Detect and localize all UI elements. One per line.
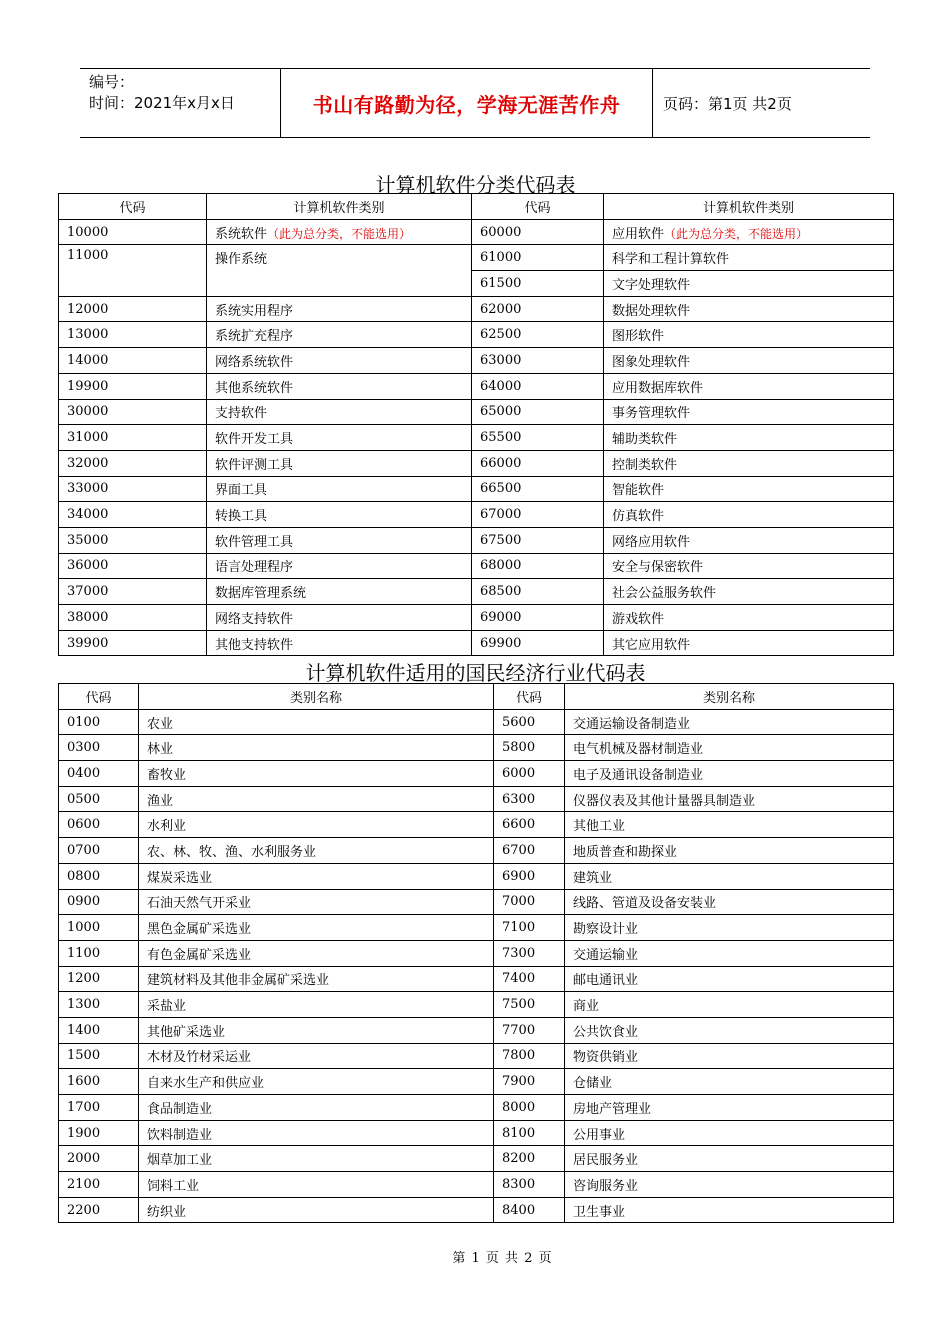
table-row [59, 348, 894, 374]
code-cell: 68500 [472, 579, 604, 605]
category-label: 网络应用软件 [612, 534, 691, 550]
category-label: 网络支持软件 [215, 611, 294, 627]
industry-name-cell: 交通运输业 [565, 940, 894, 966]
table-row [59, 219, 894, 245]
table-row [59, 630, 894, 656]
code-cell: 0700 [59, 838, 139, 864]
code-cell: 19900 [59, 373, 207, 399]
table-row [59, 915, 894, 941]
category-label: 其他支持软件 [215, 637, 294, 653]
code-cell: 69000 [472, 605, 604, 631]
category-cell [604, 605, 894, 631]
code-cell: 0100 [59, 709, 139, 735]
code-cell: 0800 [59, 863, 139, 889]
category-cell [604, 579, 894, 605]
table-row [59, 940, 894, 966]
code-cell: 7400 [494, 966, 565, 992]
category-label: 网络系统软件 [215, 354, 294, 370]
category-label: 应用数据库软件 [612, 380, 704, 396]
code-cell: 67000 [472, 502, 604, 528]
table-header-row [59, 684, 894, 710]
industry-name-cell: 公共饮食业 [565, 1017, 894, 1043]
code-cell: 1600 [59, 1069, 139, 1095]
category-cell [207, 476, 472, 502]
code-cell: 7900 [494, 1069, 565, 1095]
code-cell: 60000 [472, 219, 604, 245]
industry-name-cell: 房地产管理业 [565, 1095, 894, 1121]
code-cell: 10000 [59, 219, 207, 245]
category-label: 软件管理工具 [215, 534, 294, 550]
category-label: 应用软件 [612, 226, 665, 242]
industry-name-cell: 自来水生产和供应业 [139, 1069, 494, 1095]
code-cell: 1300 [59, 992, 139, 1018]
industry-name-cell: 商业 [565, 992, 894, 1018]
code-cell: 61000 [472, 245, 604, 271]
category-cell [207, 399, 472, 425]
code-cell: 5800 [494, 735, 565, 761]
code-cell: 1500 [59, 1043, 139, 1069]
code-cell: 37000 [59, 579, 207, 605]
category-label: 系统扩充程序 [215, 329, 294, 345]
code-cell: 64000 [472, 373, 604, 399]
table-row [59, 786, 894, 812]
industry-name-cell: 煤炭采选业 [139, 863, 494, 889]
code-cell: 6600 [494, 812, 565, 838]
category-label: 安全与保密软件 [612, 560, 704, 576]
industry-name-cell: 有色金属矿采选业 [139, 940, 494, 966]
code-cell: 7300 [494, 940, 565, 966]
category-cell [604, 373, 894, 399]
category-label: 支持软件 [215, 406, 268, 422]
code-cell: 7700 [494, 1017, 565, 1043]
table-row [59, 450, 894, 476]
code-cell: 6700 [494, 838, 565, 864]
category-cell [207, 425, 472, 451]
category-cell [604, 322, 894, 348]
industry-name-cell: 线路、管道及设备安装业 [565, 889, 894, 915]
code-cell: 8100 [494, 1120, 565, 1146]
industry-name-cell: 木材及竹材采运业 [139, 1043, 494, 1069]
code-cell: 5600 [494, 709, 565, 735]
code-cell: 7800 [494, 1043, 565, 1069]
industry-name-cell: 采盐业 [139, 992, 494, 1018]
table-row [59, 527, 894, 553]
page-footer: 第 1 页 共 2 页 [452, 1251, 553, 1266]
industry-name-cell: 物资供销业 [565, 1043, 894, 1069]
header-page-info: 页码：第1页 共2页 [663, 94, 792, 113]
code-cell: 66000 [472, 450, 604, 476]
category-cell [604, 527, 894, 553]
category-cell: 操作系统 [207, 245, 472, 296]
category-cell [604, 271, 894, 297]
header-motto: 书山有路勤为径，学海无涯苦作舟 [281, 69, 653, 137]
category-label: 图形软件 [612, 329, 665, 345]
industry-name-cell: 石油天然气开采业 [139, 889, 494, 915]
category-cell [604, 502, 894, 528]
code-cell: 8200 [494, 1146, 565, 1172]
category-cell [604, 348, 894, 374]
code-cell: 68000 [472, 553, 604, 579]
code-cell: 67500 [472, 527, 604, 553]
industry-name-cell: 勘察设计业 [565, 915, 894, 941]
industry-name-cell: 电子及通讯设备制造业 [565, 761, 894, 787]
code-cell: 0900 [59, 889, 139, 915]
code-cell: 1700 [59, 1095, 139, 1121]
code-cell: 6000 [494, 761, 565, 787]
industry-name-cell: 居民服务业 [565, 1146, 894, 1172]
category-label: 系统实用程序 [215, 303, 294, 319]
category-cell [604, 476, 894, 502]
category-label: 转换工具 [215, 509, 268, 525]
category-cell [207, 630, 472, 656]
code-cell: 1200 [59, 966, 139, 992]
code-cell: 1000 [59, 915, 139, 941]
table-row [59, 1069, 894, 1095]
industry-name-cell: 农、林、牧、渔、水利服务业 [139, 838, 494, 864]
column-header: 代码 [472, 194, 604, 220]
category-label: 其他系统软件 [215, 380, 294, 396]
code-cell: 6900 [494, 863, 565, 889]
software-classification-title: 计算机软件分类代码表 [375, 173, 576, 197]
code-cell: 39900 [59, 630, 207, 656]
column-header: 类别名称 [565, 684, 894, 710]
table-row [59, 373, 894, 399]
industry-name-cell: 邮电通讯业 [565, 966, 894, 992]
category-cell [604, 450, 894, 476]
table-row [59, 399, 894, 425]
category-label: 游戏软件 [612, 611, 665, 627]
industry-name-cell: 农业 [139, 709, 494, 735]
industry-name-cell: 公用事业 [565, 1120, 894, 1146]
category-cell [604, 630, 894, 656]
classification-note: （此为总分类，不能选用） [267, 226, 412, 241]
table-row [59, 322, 894, 348]
industry-code-title: 计算机软件适用的国民经济行业代码表 [305, 661, 646, 685]
industry-name-cell: 电气机械及器材制造业 [565, 735, 894, 761]
table-row [59, 1017, 894, 1043]
code-cell: 14000 [59, 348, 207, 374]
table-row [59, 579, 894, 605]
code-cell: 0400 [59, 761, 139, 787]
column-header: 代码 [59, 684, 139, 710]
table-row [59, 553, 894, 579]
code-cell: 65000 [472, 399, 604, 425]
code-cell: 1900 [59, 1120, 139, 1146]
table-row [59, 761, 894, 787]
category-label: 系统软件 [215, 226, 268, 242]
code-cell: 69900 [472, 630, 604, 656]
industry-name-cell: 纺织业 [139, 1197, 494, 1223]
table-row [59, 992, 894, 1018]
category-label: 控制类软件 [612, 457, 678, 473]
code-cell: 11000 [59, 245, 207, 296]
code-cell: 33000 [59, 476, 207, 502]
category-cell [207, 348, 472, 374]
category-cell [604, 296, 894, 322]
table-row [59, 838, 894, 864]
industry-name-cell: 畜牧业 [139, 761, 494, 787]
table-row [59, 296, 894, 322]
category-cell [207, 296, 472, 322]
table-row [59, 476, 894, 502]
category-label: 事务管理软件 [612, 406, 691, 422]
code-cell: 0600 [59, 812, 139, 838]
code-cell: 7000 [494, 889, 565, 915]
code-cell: 7100 [494, 915, 565, 941]
table-row [59, 812, 894, 838]
category-cell [207, 579, 472, 605]
industry-name-cell: 林业 [139, 735, 494, 761]
category-label: 智能软件 [612, 483, 665, 499]
table-row [59, 1146, 894, 1172]
table-row [59, 1043, 894, 1069]
category-cell [604, 553, 894, 579]
industry-name-cell: 仓储业 [565, 1069, 894, 1095]
category-cell [207, 450, 472, 476]
code-cell: 63000 [472, 348, 604, 374]
code-cell: 36000 [59, 553, 207, 579]
industry-name-cell: 交通运输设备制造业 [565, 709, 894, 735]
industry-name-cell: 饲料工业 [139, 1172, 494, 1198]
industry-name-cell: 黑色金属矿采选业 [139, 915, 494, 941]
number-label: 编号： [89, 73, 135, 91]
category-label: 软件开发工具 [215, 432, 294, 448]
table-row [59, 735, 894, 761]
category-label: 界面工具 [215, 483, 268, 499]
code-cell: 32000 [59, 450, 207, 476]
category-cell [207, 322, 472, 348]
category-label: 软件评测工具 [215, 457, 294, 473]
category-label: 其它应用软件 [612, 637, 691, 653]
industry-name-cell: 建筑业 [565, 863, 894, 889]
industry-name-cell: 仪器仪表及其他计量器具制造业 [565, 786, 894, 812]
code-cell: 34000 [59, 502, 207, 528]
industry-name-cell: 建筑材料及其他非金属矿采选业 [139, 966, 494, 992]
industry-name-cell: 其他矿采选业 [139, 1017, 494, 1043]
table-row [59, 709, 894, 735]
code-cell: 2000 [59, 1146, 139, 1172]
category-label: 数据处理软件 [612, 303, 691, 319]
code-cell: 0500 [59, 786, 139, 812]
classification-note: （此为总分类，不能选用） [664, 226, 809, 241]
code-cell: 61500 [472, 271, 604, 297]
category-cell [604, 245, 894, 271]
category-label: 科学和工程计算软件 [612, 252, 730, 268]
code-cell: 2100 [59, 1172, 139, 1198]
code-cell: 12000 [59, 296, 207, 322]
code-cell: 8000 [494, 1095, 565, 1121]
code-cell: 0300 [59, 735, 139, 761]
industry-name-cell: 渔业 [139, 786, 494, 812]
industry-code-table [58, 683, 894, 1223]
category-cell [207, 502, 472, 528]
category-label: 数据库管理系统 [215, 586, 307, 602]
code-cell: 62500 [472, 322, 604, 348]
category-label: 文字处理软件 [612, 277, 691, 293]
code-cell: 31000 [59, 425, 207, 451]
category-cell [207, 373, 472, 399]
category-label: 辅助类软件 [612, 432, 678, 448]
category-cell [604, 399, 894, 425]
code-cell: 6300 [494, 786, 565, 812]
code-cell: 35000 [59, 527, 207, 553]
code-cell: 13000 [59, 322, 207, 348]
table-header-row [59, 194, 894, 220]
header-meta [80, 69, 281, 137]
table-row [59, 966, 894, 992]
industry-name-cell: 烟草加工业 [139, 1146, 494, 1172]
industry-name-cell: 饮料制造业 [139, 1120, 494, 1146]
code-cell: 8300 [494, 1172, 565, 1198]
category-cell [207, 553, 472, 579]
code-cell: 38000 [59, 605, 207, 631]
table-row [59, 605, 894, 631]
table-row [59, 245, 894, 271]
code-cell: 66500 [472, 476, 604, 502]
industry-name-cell: 地质普查和勘探业 [565, 838, 894, 864]
category-label: 社会公益服务软件 [612, 586, 717, 602]
code-cell: 1100 [59, 940, 139, 966]
industry-name-cell: 水利业 [139, 812, 494, 838]
category-label: 图象处理软件 [612, 354, 691, 370]
column-header: 代码 [494, 684, 565, 710]
category-cell [207, 605, 472, 631]
category-cell [604, 219, 894, 245]
column-header: 类别名称 [139, 684, 494, 710]
code-cell: 30000 [59, 399, 207, 425]
time-label: 时间：2021年x月x日 [89, 94, 235, 112]
code-cell: 2200 [59, 1197, 139, 1223]
table-row [59, 1095, 894, 1121]
code-cell: 62000 [472, 296, 604, 322]
table-row [59, 502, 894, 528]
code-cell: 7500 [494, 992, 565, 1018]
code-cell: 1400 [59, 1017, 139, 1043]
table-row [59, 889, 894, 915]
table-row [59, 1120, 894, 1146]
table-row [59, 1197, 894, 1223]
code-cell: 65500 [472, 425, 604, 451]
category-label: 语言处理程序 [215, 560, 294, 576]
software-classification-table [58, 193, 894, 656]
industry-name-cell: 卫生事业 [565, 1197, 894, 1223]
table-row [59, 425, 894, 451]
column-header: 计算机软件类别 [604, 194, 894, 220]
industry-name-cell: 咨询服务业 [565, 1172, 894, 1198]
column-header: 代码 [59, 194, 207, 220]
code-cell: 8400 [494, 1197, 565, 1223]
table-row [59, 1172, 894, 1198]
page-header [80, 68, 870, 138]
column-header: 计算机软件类别 [207, 194, 472, 220]
category-cell [207, 219, 472, 245]
industry-name-cell: 食品制造业 [139, 1095, 494, 1121]
category-cell [207, 527, 472, 553]
category-cell [604, 425, 894, 451]
table-row [59, 863, 894, 889]
industry-name-cell: 其他工业 [565, 812, 894, 838]
category-label: 仿真软件 [612, 509, 665, 525]
